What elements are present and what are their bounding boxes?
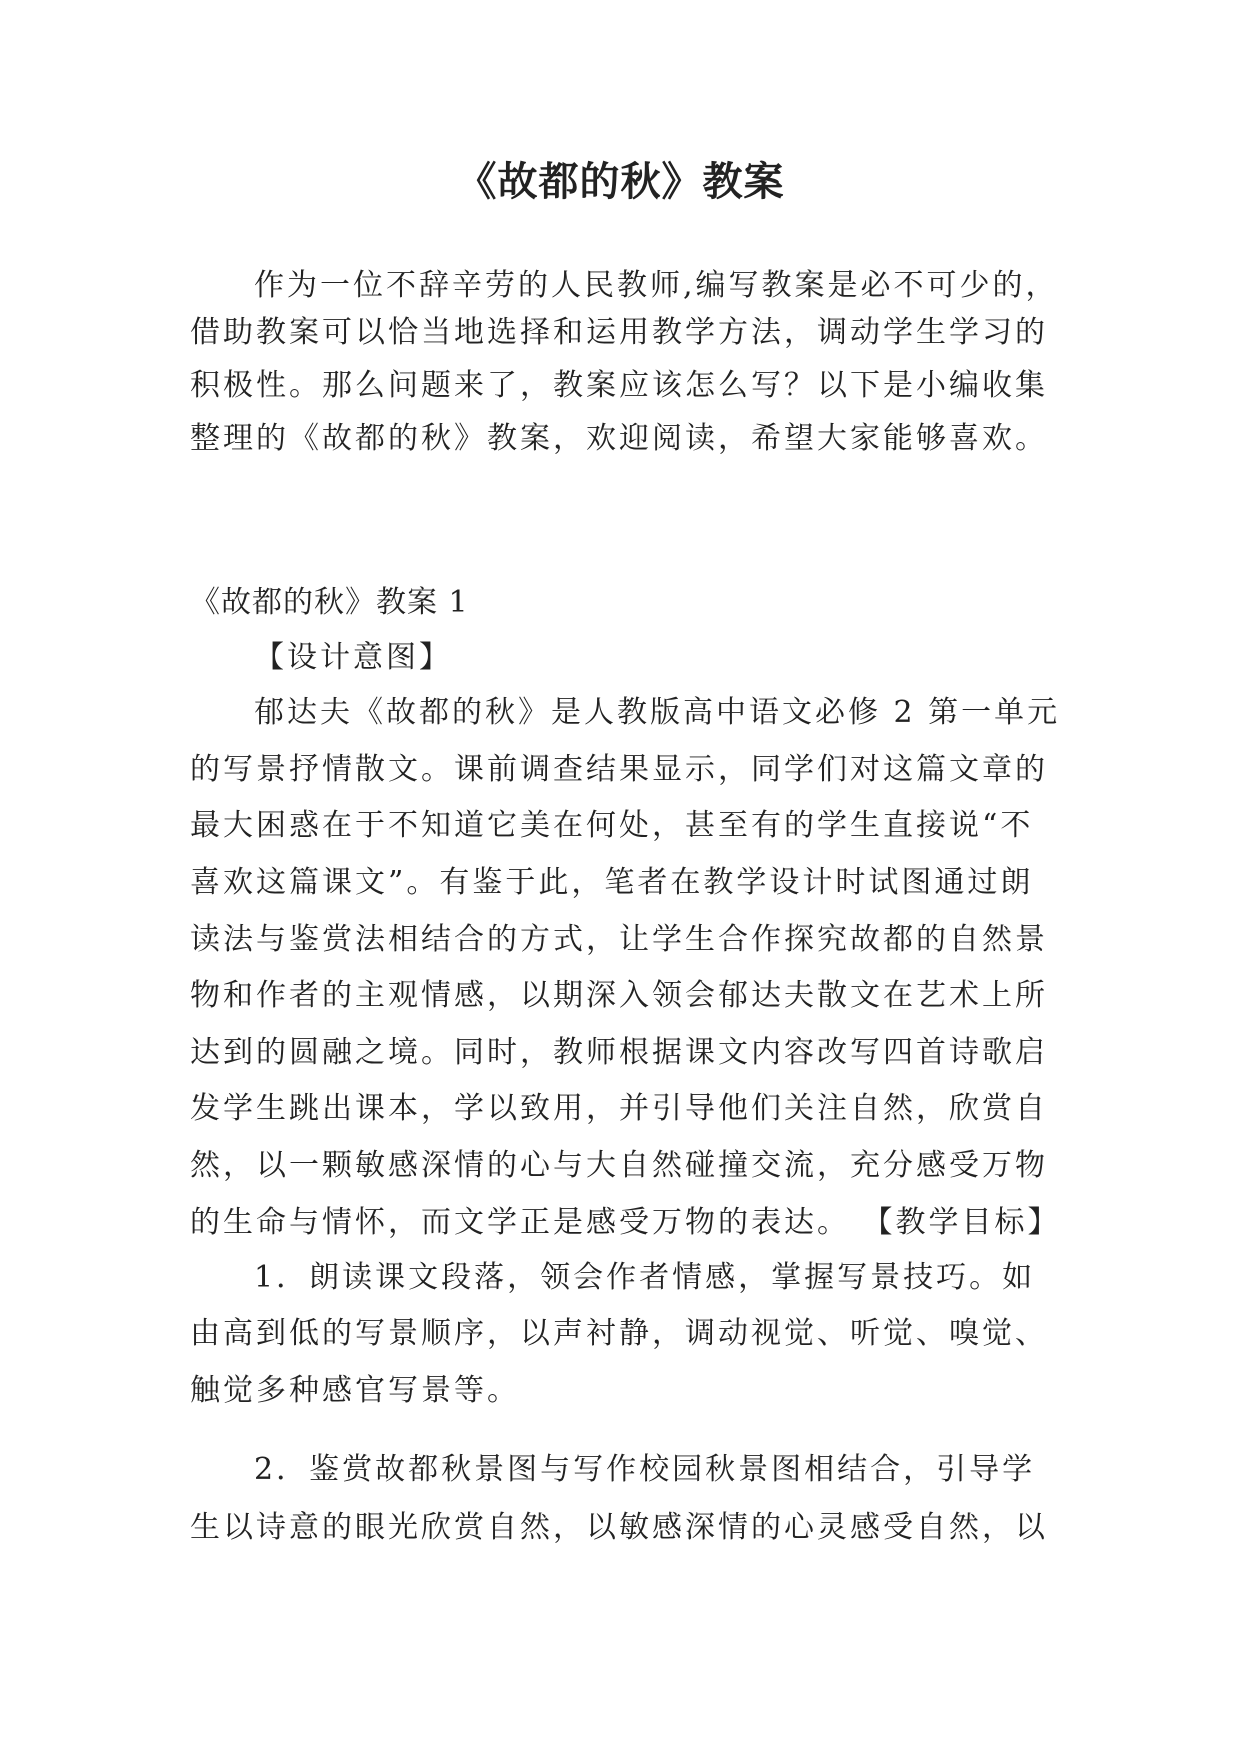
objective-line: 生以诗意的眼光欣赏自然，以敏感深情的心灵感受自然，以 — [190, 1510, 1048, 1545]
body-line: 的写景抒情散文。课前调查结果显示，同学们对这篇文章的 — [190, 752, 1048, 787]
intro-line-4: 整理的《故都的秋》教案，欢迎阅读，希望大家能够喜欢。 — [190, 421, 1048, 456]
body-line: 然，以一颗敏感深情的心与大自然碰撞交流，充分感受万物 — [190, 1148, 1048, 1183]
document-title: 《故都的秋》教案 — [456, 158, 785, 205]
body-line: 的生命与情怀，而文学正是感受万物的表达。 【教学目标】 — [190, 1205, 1061, 1240]
objective-line: 1．朗读课文段落，领会作者情感，掌握写景技巧。如 — [254, 1260, 1036, 1295]
objective-line: 触觉多种感官写景等。 — [190, 1373, 520, 1408]
body-line: 最大困惑在于不知道它美在何处，甚至有的学生直接说“不 — [190, 808, 1034, 843]
objective-line: 2．鉴赏故都秋景图与写作校园秋景图相结合，引导学 — [254, 1452, 1036, 1487]
body-line: 郁达夫《故都的秋》是人教版高中语文必修 2 第一单元 — [254, 695, 1061, 730]
objective-line: 由高到低的写景顺序，以声衬静，调动视觉、听觉、嗅觉、 — [190, 1316, 1048, 1351]
intro-line-2: 借助教案可以恰当地选择和运用教学方法，调动学生学习的 — [190, 315, 1048, 350]
body-line: 发学生跳出课本，学以致用，并引导他们关注自然，欣赏自 — [190, 1091, 1048, 1126]
body-line: 达到的圆融之境。同时，教师根据课文内容改写四首诗歌启 — [190, 1035, 1048, 1070]
subheading-design-intent: 【设计意图】 — [254, 640, 452, 675]
body-line: 物和作者的主观情感，以期深入领会郁达夫散文在艺术上所 — [190, 978, 1048, 1013]
body-line: 读法与鉴赏法相结合的方式，让学生合作探究故都的自然景 — [190, 922, 1048, 957]
intro-line-1: 作为一位不辞辛劳的人民教师,编写教案是必不可少的， — [254, 268, 1059, 303]
intro-line-3: 积极性。那么问题来了，教案应该怎么写？以下是小编收集 — [190, 368, 1048, 403]
body-line: 喜欢这篇课文”。有鉴于此，笔者在教学设计时试图通过朗 — [190, 865, 1034, 900]
section-heading: 《故都的秋》教案 1 — [190, 585, 469, 620]
